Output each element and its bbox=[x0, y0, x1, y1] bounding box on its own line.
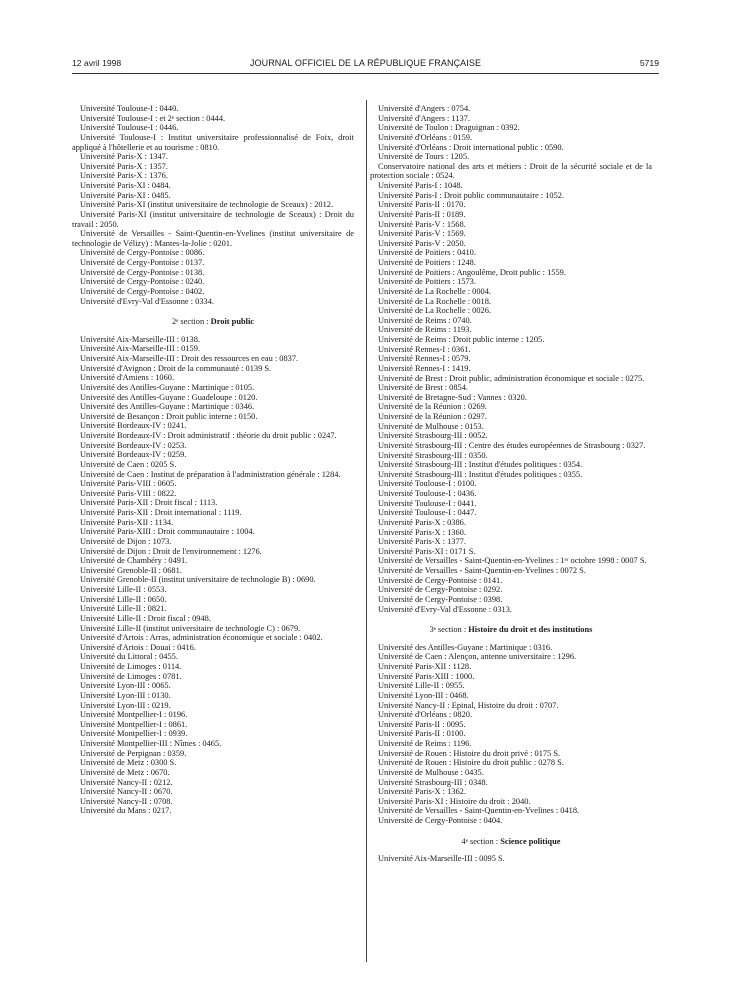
list-item: Université Strasbourg-III : 0348. bbox=[378, 777, 488, 787]
list-item: Université d'Avignon : Droit de la communauté : 0139 S. bbox=[80, 363, 272, 373]
entry-paragraph: Université d'Artois : Arras, administration économique et sociale : 0402. bbox=[80, 633, 323, 643]
list-item: Université Nancy-II : Epinal, Histoire du droit : 0707. bbox=[378, 700, 559, 710]
list-item: Université Rennes-I : 1419. bbox=[378, 363, 471, 373]
list-item: Université d'Angers : 0754. bbox=[378, 104, 471, 113]
header-rule bbox=[72, 73, 659, 74]
list-item: Université Paris-XII : 1128. bbox=[378, 662, 472, 671]
list-item: Université Paris-X : 1376. bbox=[80, 171, 168, 181]
list-item: Université de Cergy-Pontoise : 0137. bbox=[80, 258, 205, 267]
entry-paragraph: Université Paris-XI (institut universitaire de technologie de Sceaux) : 2012. bbox=[80, 200, 334, 210]
list-item: Université de Bretagne-Sud : Vannes : 0320. bbox=[378, 392, 527, 402]
list-item: Université Paris-II : 0189. bbox=[378, 209, 466, 219]
entry-list bbox=[72, 479, 354, 575]
list-item: Université Aix-Marseille-III : 0138. bbox=[80, 334, 201, 344]
list-item: Université Paris-XI : 0485. bbox=[80, 190, 171, 200]
list-item: Université des Antilles-Guyane : Guadeloupe : 0120. bbox=[80, 392, 258, 402]
header-page-number: 5719 bbox=[639, 58, 659, 68]
list-item: Université Paris-XI : 0171 S. bbox=[378, 546, 476, 556]
header-date: 12 avril 1998 bbox=[72, 58, 122, 68]
list-item: Université de Rouen : Histoire du droit privé : 0175 S. bbox=[378, 748, 561, 758]
entry-paragraph: Université de Versailles - Saint-Quentin-en-Yvelines : 1ᵉʳ octobre 1998 : 0007 S. bbox=[378, 556, 647, 566]
list-item: Université Paris-XIII : Droit communautaire : 1004. bbox=[80, 527, 255, 537]
list-item: Université de Cergy-Pontoise : 0240. bbox=[80, 277, 205, 287]
list-item: Université Lyon-III : 0219. bbox=[80, 700, 171, 710]
section-title: Science politique bbox=[500, 836, 561, 846]
list-item: Université de Cergy-Pontoise : 0141. bbox=[378, 575, 503, 585]
entry-paragraph: Université Grenoble-II (institut universitaire de technologie B) : 0690. bbox=[80, 575, 316, 585]
list-item: Université Bordeaux-IV : 0241. bbox=[80, 421, 187, 431]
section-heading bbox=[370, 625, 652, 635]
list-item: Université Paris-II : 0100. bbox=[378, 729, 466, 739]
list-item: Université de Cergy-Pontoise : 0138. bbox=[80, 267, 205, 277]
list-item: Université du Mans : 0217. bbox=[80, 806, 172, 816]
list-item: Université Grenoble-II : 0681. bbox=[80, 565, 182, 575]
list-item: Université Aix-Marseille-III : Droit des ressources en eau : 0837. bbox=[80, 354, 299, 363]
list-item: Université Montpellier-III : Nîmes : 0465. bbox=[80, 739, 222, 748]
list-item: Université Paris-VIII : 0822. bbox=[80, 488, 177, 498]
list-item: Université d'Evry-Val d'Essonne : 0334. bbox=[80, 296, 214, 306]
list-item: Université d'Orléans : Droit international public : 0590. bbox=[378, 142, 564, 152]
list-item: Université de Metz : 0670. bbox=[80, 767, 170, 777]
list-item: Université Lille-II : 0955. bbox=[378, 681, 465, 691]
entry-paragraph: Université de Caen : Institut de préparation à l'administration générale : 1284. bbox=[80, 469, 341, 479]
list-item: Université de Cergy-Pontoise : 0404. bbox=[378, 816, 503, 825]
entry-paragraph: Université de Brest : Droit public, administration économique et sociale : 0275. bbox=[378, 373, 645, 383]
list-item: Université Lyon-III : 0065. bbox=[80, 681, 171, 691]
list-item: Université de la Réunion : 0297. bbox=[378, 412, 487, 421]
list-item: Université de Rouen : Histoire du droit public : 0278 S. bbox=[378, 758, 564, 768]
list-item: Université de Limoges : 0781. bbox=[80, 671, 182, 681]
list-item: Université de Mulhouse : 0435. bbox=[378, 767, 484, 777]
list-item: Université Strasbourg-III : 0052. bbox=[378, 431, 488, 441]
entry-list bbox=[370, 104, 652, 162]
list-item: Université Nancy-II : 0670. bbox=[80, 787, 173, 797]
header-title: JOURNAL OFFICIEL DE LA RÉPUBLIQUE FRANÇAISE bbox=[249, 58, 482, 68]
list-item: Université Lyon-III : 0468. bbox=[378, 690, 469, 700]
list-item: Université Montpellier-I : 0196. bbox=[80, 710, 188, 720]
list-item: Université Paris-XI : 0484. bbox=[80, 181, 171, 190]
list-item: Université de Limoges : 0114. bbox=[80, 662, 182, 671]
list-item: Université d'Artois : Douai : 0416. bbox=[80, 642, 196, 652]
list-item: Université Lille-II : 0821. bbox=[80, 604, 167, 614]
list-item: Université Paris-XII : 1134. bbox=[80, 517, 174, 527]
list-item: Université Montpellier-I : 0861. bbox=[80, 719, 188, 729]
list-item: Université Toulouse-I : 0436. bbox=[378, 489, 477, 498]
left-column bbox=[72, 104, 354, 816]
entry-list bbox=[370, 451, 652, 557]
list-item: Université Paris-XII : Droit fiscal : 1113. bbox=[80, 498, 218, 508]
section-heading bbox=[370, 837, 652, 847]
list-item: Université Nancy-II : 0708. bbox=[80, 796, 173, 806]
list-item: Université Montpellier-I : 0939. bbox=[80, 729, 188, 739]
list-item: Université de Caen : Alençon, antenne universitaire : 1296. bbox=[378, 652, 577, 662]
right-column bbox=[370, 104, 652, 864]
list-item: Université de Reims : 1193. bbox=[378, 325, 472, 335]
list-item: Université d'Evry-Val d'Essonne : 0313. bbox=[378, 604, 512, 614]
list-item: Université de Toulon : Draguignan : 0392. bbox=[378, 123, 520, 133]
list-item: Université Paris-I : Droit public communautaire : 1052. bbox=[378, 190, 565, 200]
section-title: Histoire du droit et des institutions bbox=[468, 625, 593, 635]
list-item: Université Paris-V : 1569. bbox=[378, 229, 466, 239]
list-item: Université Aix-Marseille-III : 0159. bbox=[80, 344, 201, 354]
list-item: Université du Littoral : 0455. bbox=[80, 652, 178, 662]
entry-paragraph: Université Paris-XI (institut universitaire de technologie de Sceaux) : Droit du travail : 2050. bbox=[72, 209, 354, 229]
list-item: Université de Reims : 0740. bbox=[378, 315, 472, 325]
section-heading bbox=[72, 317, 354, 327]
list-item: Université Toulouse-I : 0447. bbox=[378, 508, 477, 518]
list-item: Université des Antilles-Guyane : Martinique : 0105. bbox=[80, 382, 255, 392]
list-item: Université Lille-II : 0553. bbox=[80, 585, 167, 594]
entry-list bbox=[72, 643, 354, 816]
list-item: Université Rennes-I : 0579. bbox=[378, 354, 471, 364]
list-item: Université de La Rochelle : 0018. bbox=[378, 296, 492, 306]
page-header bbox=[72, 58, 659, 72]
entry-paragraph: Université Strasbourg-III : Centre des études européennes de Strasbourg : 0327. bbox=[378, 440, 646, 450]
list-item: Université d'Orléans : 0820. bbox=[378, 710, 473, 720]
list-item: Université Paris-X : 1377. bbox=[378, 537, 466, 547]
entry-paragraph: Université de Versailles - Saint-Quentin-en-Yvelines (institut universitaire de technologie de Vélizy) : Mantes-la-Jolie : 0201. bbox=[72, 229, 354, 248]
list-item: Université de Metz : 0300 S. bbox=[80, 758, 177, 768]
section-title: Droit public bbox=[210, 317, 255, 327]
list-item: Université de Poitiers : 0410. bbox=[378, 248, 476, 258]
list-item: Université de La Rochelle : 0004. bbox=[378, 286, 492, 296]
list-item: Université de Cergy-Pontoise : 0402. bbox=[80, 286, 205, 296]
entry-list bbox=[370, 566, 652, 614]
list-item: Université Rennes-I : 0361. bbox=[378, 344, 471, 354]
list-item: Université Aix-Marseille-III : 0095 S. bbox=[378, 854, 505, 864]
list-item: Université Paris-XII : Droit international : 1119. bbox=[80, 508, 242, 517]
list-item: Université d'Amiens : 1060. bbox=[80, 373, 175, 383]
list-item: Université Paris-I : 1048. bbox=[378, 181, 463, 190]
list-item: Université Toulouse-I : 0440. bbox=[80, 104, 179, 113]
list-item: Université de Cergy-Pontoise : 0086. bbox=[80, 248, 205, 258]
column-divider bbox=[366, 100, 367, 962]
list-item: Université Paris-X : 1360. bbox=[378, 527, 466, 537]
list-item: Université Toulouse-I : et 2ᵉ section : 0444. bbox=[80, 113, 226, 123]
entry-list bbox=[370, 854, 652, 864]
list-item: Université de Versailles - Saint-Quentin-en-Yvelines : 0072 S. bbox=[378, 566, 586, 575]
list-item: Université de Cergy-Pontoise : 0292. bbox=[378, 585, 503, 595]
list-item: Université Strasbourg-III : 0350. bbox=[378, 450, 488, 460]
entry-list bbox=[72, 441, 354, 470]
list-item: Université Bordeaux-IV : 0253. bbox=[80, 440, 187, 450]
list-item: Université de Mulhouse : 0153. bbox=[378, 421, 484, 431]
list-item: Université de Dijon : 1073. bbox=[80, 536, 172, 546]
list-item: Université de Besançon : Droit public interne : 0150. bbox=[80, 411, 258, 421]
list-item: Université de Versailles - Saint-Quentin-en-Yvelines : 0418. bbox=[378, 806, 580, 816]
entry-list bbox=[72, 152, 354, 200]
list-item: Université Lyon-III : 0130. bbox=[80, 690, 171, 700]
entry-list bbox=[370, 643, 652, 826]
list-item: Université Toulouse-I : 0446. bbox=[80, 123, 179, 133]
list-item: Université de Poitiers : Angoulême, Droit public : 1559. bbox=[378, 267, 566, 277]
list-item: Université des Antilles-Guyane : Martinique : 0316. bbox=[378, 642, 553, 652]
list-item: Université de Tours : 1205. bbox=[378, 152, 470, 162]
entry-paragraph: Université Bordeaux-IV : Droit administratif : théorie du droit public : 0247. bbox=[80, 431, 337, 440]
list-item: Université Strasbourg-III : Institut d'études politiques : 0355. bbox=[378, 469, 583, 479]
entry-list bbox=[72, 104, 354, 133]
list-item: Université Lille-II : 0650. bbox=[80, 594, 167, 604]
list-item: Université d'Orléans : 0159. bbox=[378, 132, 473, 142]
entry-paragraph: Université Toulouse-I : Institut universitaire professionnalisé de Foix, droit appliqué à l'hôtellerie et au tourisme : 0810. bbox=[72, 132, 354, 152]
list-item: Université Paris-V : 1568. bbox=[378, 219, 466, 229]
list-item: Université Paris-X : 1347. bbox=[80, 152, 168, 162]
list-item: Université Lille-II : Droit fiscal : 0948. bbox=[80, 613, 211, 623]
entry-list bbox=[72, 585, 354, 633]
list-item: Université de la Réunion : 0269. bbox=[378, 402, 487, 412]
entry-list bbox=[72, 248, 354, 306]
entry-list bbox=[370, 181, 652, 374]
list-item: Université Paris-II : 0170. bbox=[378, 200, 466, 210]
list-item: Université Paris-XIII : 1000. bbox=[378, 671, 475, 681]
list-item: Université Nancy-II : 0212. bbox=[80, 777, 173, 787]
list-item: Université Paris-II : 0095. bbox=[378, 719, 466, 729]
list-item: Université de Perpignan : 0359. bbox=[80, 748, 187, 758]
list-item: Université de Caen : 0205 S. bbox=[80, 459, 177, 469]
entry-list bbox=[72, 335, 354, 431]
list-item: Université Paris-X : 0386. bbox=[378, 517, 466, 527]
list-item: Université de Reims : Droit public interne : 1205. bbox=[378, 335, 545, 344]
list-item: Université de Cergy-Pontoise : 0398. bbox=[378, 594, 503, 604]
list-item: Université Paris-VIII : 0605. bbox=[80, 479, 177, 489]
section-number: 4ᵉ section : bbox=[461, 836, 499, 846]
list-item: Université de La Rochelle : 0026. bbox=[378, 306, 492, 316]
entry-paragraph: Conservatoire national des arts et métiers : Droit de la sécurité sociale et de la protection sociale : 0524. bbox=[370, 161, 652, 181]
list-item: Université de Poitiers : 1573. bbox=[378, 277, 476, 287]
section-number: 3ᵉ section : bbox=[429, 625, 467, 635]
list-item: Université de Reims : 1196. bbox=[378, 739, 472, 748]
list-item: Université de Chambéry : 0491. bbox=[80, 556, 188, 566]
list-item: Université Lille-II (institut universitaire de technologie C) : 0679. bbox=[80, 623, 301, 633]
section-number: 2ᵉ section : bbox=[171, 317, 209, 327]
list-item: Université Toulouse-I : 0441. bbox=[378, 498, 477, 508]
list-item: Université Strasbourg-III : Institut d'études politiques : 0354. bbox=[378, 460, 583, 470]
list-item: Université Paris-XI : Histoire du droit : 2040. bbox=[378, 796, 531, 806]
list-item: Université de Brest : 0854. bbox=[378, 383, 469, 393]
list-item: Université Bordeaux-IV : 0259. bbox=[80, 450, 187, 460]
list-item: Université Paris-V : 2050. bbox=[378, 238, 466, 248]
list-item: Université Paris-X : 1362. bbox=[378, 787, 466, 797]
list-item: Université de Dijon : Droit de l'environnement : 1276. bbox=[80, 546, 262, 556]
list-item: Université des Antilles-Guyane : Martinique : 0346. bbox=[80, 402, 255, 412]
list-item: Université d'Angers : 1137. bbox=[378, 113, 470, 123]
list-item: Université Toulouse-I : 0100. bbox=[378, 479, 477, 489]
entry-list bbox=[370, 383, 652, 441]
list-item: Université Paris-X : 1357. bbox=[80, 161, 168, 171]
list-item: Université de Poitiers : 1248. bbox=[378, 258, 476, 267]
